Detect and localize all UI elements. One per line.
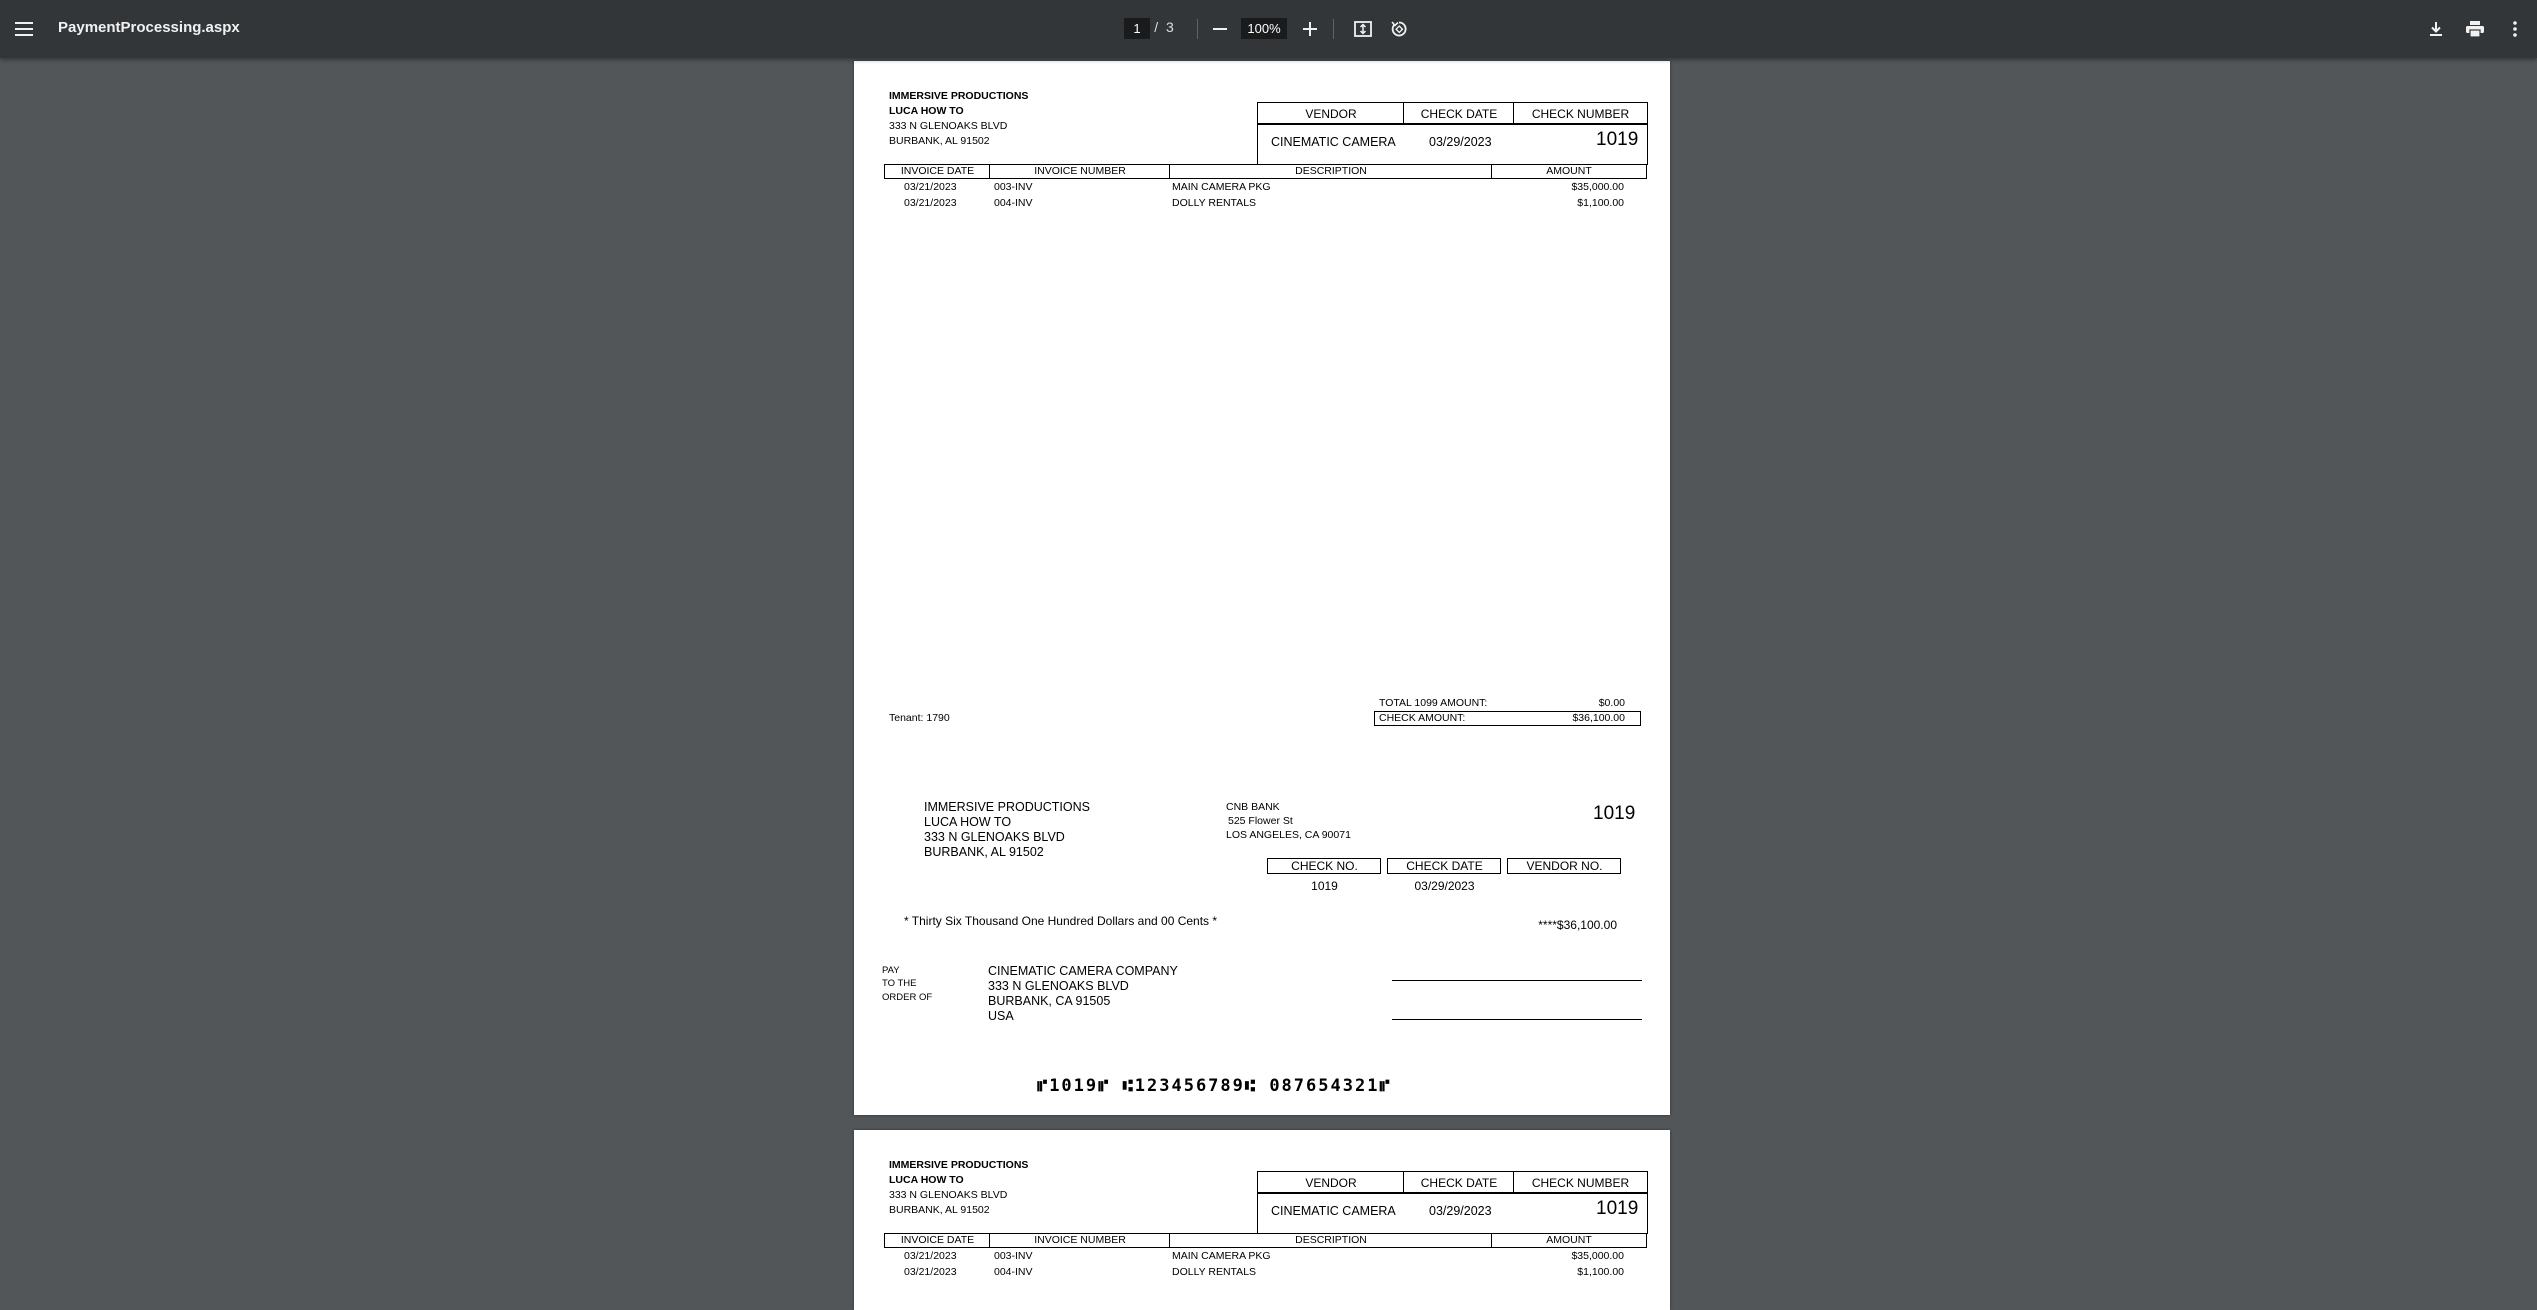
payee-address2: BURBANK, CA 91505 <box>988 994 1111 1008</box>
rotate-icon <box>1390 20 1408 38</box>
stub-company-address1: 333 N GLENOAKS BLVD <box>889 120 1008 132</box>
plus-icon <box>1303 22 1317 36</box>
divider <box>1169 164 1170 179</box>
table-cell-date: 03/21/2023 <box>904 181 957 193</box>
fit-to-page-button[interactable] <box>1345 11 1381 47</box>
table-cell-date: 03/21/2023 <box>904 1250 957 1262</box>
check-date-value: 03/29/2023 <box>1414 879 1475 893</box>
bank-address1: 525 Flower St <box>1228 815 1293 827</box>
print-button[interactable] <box>2457 11 2493 47</box>
page-number-input[interactable]: 1 <box>1124 18 1150 39</box>
hamburger-menu-icon <box>15 22 33 36</box>
total-1099-label: TOTAL 1099 AMOUNT: <box>1379 697 1488 709</box>
divider <box>1169 1233 1170 1248</box>
vendor-no-header: VENDOR NO. <box>1526 859 1603 873</box>
check-date-header: CHECK DATE <box>1420 1176 1498 1190</box>
menu-button[interactable] <box>6 11 42 47</box>
stub-company-address1: 333 N GLENOAKS BLVD <box>889 1189 1008 1201</box>
payee-country: USA <box>988 1009 1014 1023</box>
stub-company-address2: BURBANK, AL 91502 <box>889 135 990 147</box>
stub-company-address2: BURBANK, AL 91502 <box>889 1204 990 1216</box>
more-actions-button[interactable] <box>2497 11 2533 47</box>
table-cell-amount: $35,000.00 <box>1571 181 1624 193</box>
check-number-large: 1019 <box>1593 803 1636 824</box>
check-no-value: 1019 <box>1311 879 1338 893</box>
vendor-header: VENDOR <box>1305 1176 1357 1190</box>
divider <box>1491 1233 1492 1248</box>
table-cell-number: 004-INV <box>994 1266 1033 1278</box>
col-description: DESCRIPTION <box>1295 165 1367 177</box>
table-cell-amount: $1,100.00 <box>1577 1266 1624 1278</box>
col-description: DESCRIPTION <box>1295 1234 1367 1246</box>
payee-address1: 333 N GLENOAKS BLVD <box>988 979 1129 993</box>
table-cell-description: MAIN CAMERA PKG <box>1172 1250 1271 1262</box>
stub-vendor: CINEMATIC CAMERA <box>1271 1204 1396 1218</box>
check-amount-label: CHECK AMOUNT: <box>1379 712 1466 724</box>
total-1099-value: $0.00 <box>1598 697 1625 709</box>
table-cell-number: 003-INV <box>994 181 1033 193</box>
page-count <box>1151 19 1177 35</box>
col-invoice-number: INVOICE NUMBER <box>1034 1234 1126 1246</box>
rotate-button[interactable] <box>1381 11 1417 47</box>
check-company-address2: BURBANK, AL 91502 <box>924 845 1044 859</box>
vendor-header: VENDOR <box>1305 107 1357 121</box>
table-cell-date: 03/21/2023 <box>904 197 957 209</box>
download-button[interactable] <box>2418 11 2454 47</box>
to-the-label: TO THE <box>882 978 917 989</box>
check-date-header: CHECK DATE <box>1420 107 1498 121</box>
divider <box>989 1233 990 1248</box>
stub-vendor: CINEMATIC CAMERA <box>1271 135 1396 149</box>
amount-in-words: * Thirty Six Thousand One Hundred Dollars and 00 Cents * <box>904 914 1218 928</box>
invoice-table-header <box>884 164 1647 179</box>
stub-check-date: 03/29/2023 <box>1429 135 1492 149</box>
signature-line <box>1392 1019 1642 1020</box>
stub-company-contact: LUCA HOW TO <box>889 105 964 117</box>
table-cell-description: DOLLY RENTALS <box>1172 1266 1257 1278</box>
col-amount: AMOUNT <box>1546 1234 1592 1246</box>
table-cell-date: 03/21/2023 <box>904 1266 957 1278</box>
toolbar-divider <box>1197 19 1198 39</box>
table-cell-amount: $1,100.00 <box>1577 197 1624 209</box>
divider <box>1491 164 1492 179</box>
stub-check-number: 1019 <box>1596 1198 1639 1219</box>
table-cell-amount: $35,000.00 <box>1571 1250 1624 1262</box>
document-title: PaymentProcessing.aspx <box>58 19 240 36</box>
col-amount: AMOUNT <box>1546 165 1592 177</box>
table-cell-number: 003-INV <box>994 1250 1033 1262</box>
col-invoice-number: INVOICE NUMBER <box>1034 165 1126 177</box>
stub-company-name: IMMERSIVE PRODUCTIONS <box>889 90 1029 102</box>
pdf-page-2 <box>854 1130 1670 1310</box>
zoom-out-button[interactable] <box>1202 11 1238 47</box>
table-cell-description: DOLLY RENTALS <box>1172 197 1257 209</box>
check-amount-value: $36,100.00 <box>1572 712 1625 724</box>
check-no-header: CHECK NO. <box>1291 859 1358 873</box>
check-company-contact: LUCA HOW TO <box>924 815 1012 829</box>
bank-name: CNB BANK <box>1226 801 1280 813</box>
check-date-header: CHECK DATE <box>1406 859 1483 873</box>
invoice-table-header <box>884 1233 1647 1248</box>
stub-check-date: 03/29/2023 <box>1429 1204 1492 1218</box>
check-company-address1: 333 N GLENOAKS BLVD <box>924 830 1065 844</box>
col-invoice-date: INVOICE DATE <box>900 1234 975 1246</box>
stub-check-number: 1019 <box>1596 129 1639 150</box>
total-pages: 3 <box>1165 19 1174 35</box>
check-number-header: CHECK NUMBER <box>1531 107 1630 121</box>
check-company-name: IMMERSIVE PRODUCTIONS <box>924 800 1090 814</box>
zoom-input[interactable]: 100% <box>1241 18 1287 39</box>
payee-name: CINEMATIC CAMERA COMPANY <box>988 964 1178 978</box>
pay-label: PAY <box>882 965 900 976</box>
divider <box>989 164 990 179</box>
page-separator: / <box>1154 19 1159 35</box>
stub-company-name: IMMERSIVE PRODUCTIONS <box>889 1159 1029 1171</box>
table-cell-number: 004-INV <box>994 197 1033 209</box>
check-number-header: CHECK NUMBER <box>1531 1176 1630 1190</box>
fit-page-icon <box>1354 21 1372 37</box>
pdf-page-1 <box>854 61 1670 1115</box>
zoom-in-button[interactable] <box>1292 11 1328 47</box>
bank-address2: LOS ANGELES, CA 90071 <box>1226 829 1351 841</box>
download-icon <box>2428 21 2444 37</box>
amount-numeric: ****$36,100.00 <box>1538 918 1617 932</box>
print-icon <box>2466 21 2484 37</box>
tenant-label: Tenant: 1790 <box>889 712 950 724</box>
order-of-label: ORDER OF <box>882 992 933 1003</box>
toolbar-divider <box>1333 19 1334 39</box>
stub-company-contact: LUCA HOW TO <box>889 1174 964 1186</box>
pdf-toolbar <box>0 0 2537 58</box>
table-cell-description: MAIN CAMERA PKG <box>1172 181 1271 193</box>
col-invoice-date: INVOICE DATE <box>900 165 975 177</box>
more-vertical-icon <box>2513 21 2517 37</box>
micr-line: ⑈1019⑈ ⑆123456789⑆ 087654321⑈ <box>1037 1076 1392 1096</box>
minus-icon <box>1213 22 1227 36</box>
signature-line <box>1392 980 1642 981</box>
